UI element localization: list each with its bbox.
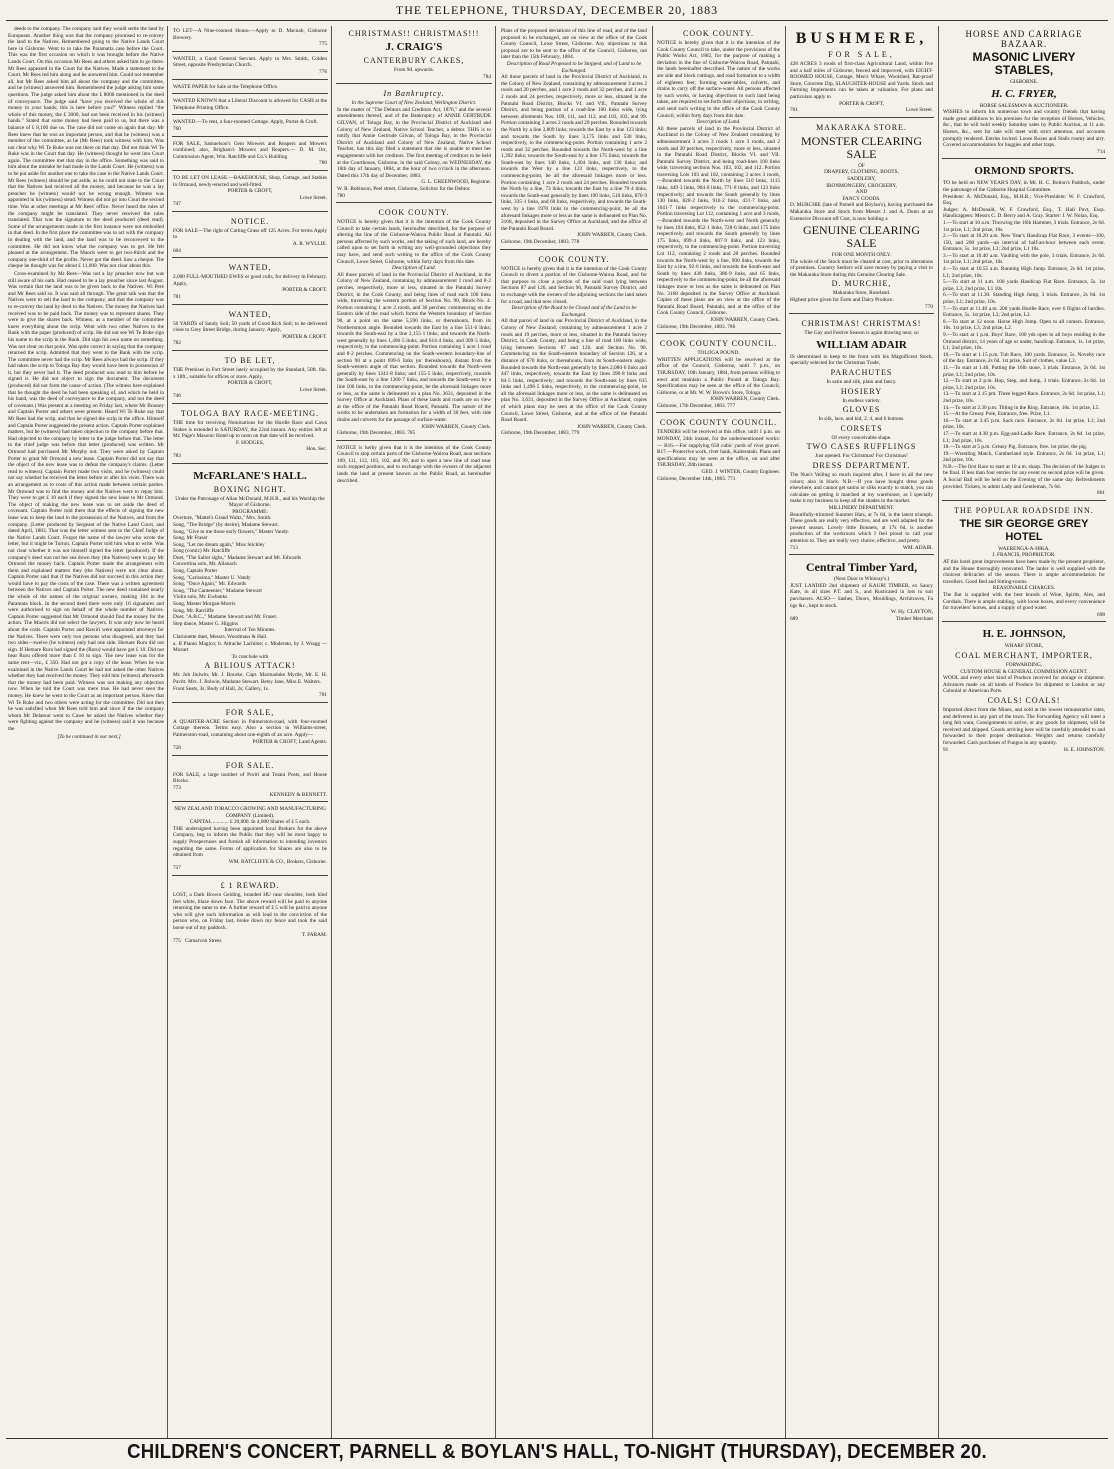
ad-subheading: COAL MERCHANT, IMPORTER, [955, 650, 1093, 660]
ad-text: Judges: A. McDonald, W. F. Crawford, Esq., T. Hall Pavt, Esqs. Handicappers: Messrs C. D. Berry and A. Gray. Starter: J. W. Nolan, Esq. [943, 206, 1105, 220]
list-item: 19.—Wrestling Match, Cumberland style. Entrance, 2s 6d. 1st prize, L1; 2nd prize, 10s. [943, 450, 1105, 464]
list-item: Step dance, Master G. Higgins [173, 620, 239, 627]
ad-bushmere [789, 26, 934, 118]
ad-text: WASTE PAPER for Sale at the Telephone Office. [173, 83, 279, 90]
column-rule [785, 26, 786, 1438]
ad-text: TENDERS will be received at this office, until 1 p.m. on MONDAY, 24th instant, for the undermentioned works:— B16.—For supplying 650 cubic yards of river gravel. B17.—Protective work, river bank, Kaiteratahi. Plans and specifications may be seen at the office, on and after THURSDAY, 20th instant. [657, 429, 780, 469]
ad-text: Imported direct from the Mines, and sold at the lowest remunerative rates, and delivered in any part of the town. The Forwarding Agency will meet a long felt want, Consignments to arrive, or any goods for shipment, will be received and shipped. Goods arriving here will be carefully attended to and forwarded to their proper destination. Weights and returns carefully forwarded. Cash purchases of Fungus in any quantity. [943, 706, 1105, 746]
ad-subheading: FOR SALE, [828, 50, 895, 59]
ad-number: 771 [727, 475, 736, 482]
ad-text: WOOL and every other kind of Produce received for storage or shipment. Advances made on all kinds of Produce for shipment to London or any Colonial or American Ports. [943, 675, 1105, 695]
ad-text: TO LET—A Nine-roomed House.—Apply to D. Macnab, Gisborne Brewery. [173, 28, 327, 41]
ad-heading: TOLOGA BAY RACE-MEETING. [180, 408, 320, 418]
ad-text: NOTICE is hereby given that it is the intention of the Cook County Council to divert a portion of the Gisborne-Wairoa Road, and for that purpose to close a portion of the said road lying between Sections 87 and 126, and Section 90, Patutahi Survey District, and to exchange with the owners of the adjoining sections the land taken for a road, and that now closed. [501, 265, 647, 305]
ad-signature: D. MURCHIE, [831, 279, 892, 289]
ad-name: WILLIAM ADAIR [816, 338, 907, 351]
ad-text: A QUARTER-ACRE Section in Palmerston-road, with four-roomed Cottage thereon. Terms easy. Also a section in Williams-street, Palmerston-road, containing about one-eighth of an acre. Apply— [173, 718, 327, 738]
ad-signature: JOHN WARREN, County Clerk. [710, 316, 780, 323]
list-item: 15.—At the Greasy Pole, Entrance, free. Prize, L1. [943, 411, 1051, 418]
ad-to-be-let [172, 353, 328, 404]
ad-heading: ORMOND SPORTS. [974, 165, 1074, 178]
ad-bankruptcy [336, 86, 492, 203]
ad-text: NOTICE is hereby given that it is the intention of the Cook County Council to take, under the provisions of the Public Works Act, 1882, for the purpose of making a deviation in the line of Gisborne-Wairoa Road, Patutahi, the lands hereinafter described. The nature of the works are side and block cuttings, and road formation to a width of eighteen feet; forming water-tables, culverts, and drains to carry off the surface-water. All persons affected by such works, or having objections to such land being taken, are required to set forth their objections, in writing, and send such writing to the office of the Cook County Council, within forty days from this date. [657, 40, 780, 119]
ad-number: 737 [173, 865, 181, 872]
ad-date: Gisborne, 19th December, 1883. [501, 430, 570, 437]
ad-town: WAERENGA-A-HIKA. [998, 545, 1050, 552]
ad-subheading: Description of Road Proposed to be Stopped, and of Land to be Exchanged. [506, 60, 642, 74]
seat-prices: Front Seats, 3s; Body of Hall, 2s; Gallery, 1s. [173, 685, 270, 692]
ad-text: NOTICE is herby given that it is the intention of the Cook County Council to stop certain parts of the Gisborne-Wairoa Road, near sections 109, 111, 112, 103, 102, and 99, and to open a new line of road near such stopped portions, and to exchange with the owners of the adjacent lands the land at present known as the Public Road, as hereinafter described. [337, 444, 491, 484]
continued-note: [To be continued in our next.] [57, 733, 121, 740]
events-list [943, 220, 1105, 464]
ad-name: THE SIR GEORGE GREY HOTEL [959, 517, 1089, 543]
ad-number: 689 [790, 615, 798, 622]
ad-town: GISBORNE. [1010, 79, 1038, 85]
ad-signature: PORTER & CROFT, Land Agents. [252, 738, 327, 745]
ad-number: 728 [173, 745, 181, 752]
ad-text: Plans of the proposed deviations of this line of road, and of the land proposed to be exchanged, are on view at the office of the Cook County Council, Lowe Street, Gisborne. Any objections to this proposal are to be sent to the office of the Council, Gisborne, not later than the 15th February, 1884. [501, 28, 647, 61]
ad-heading: CHRISTMAS! CHRISTMAS! [801, 319, 922, 329]
ad-text: Just opened. For Christmas! For Christmas! [815, 453, 908, 460]
ad-number: 773 [173, 784, 181, 791]
ad-item-heading: HOSIERY [840, 386, 883, 396]
ad-signature: JOHN WARREN, County Clerk. [421, 423, 491, 430]
ad-horse-bazaar [942, 26, 1106, 159]
ad-mcfarlanes-hall [172, 466, 328, 703]
ad-text: D. MURCHIE (late of Parnell and Boylan's), having purchased the Makaraka Store and Stock from Messrs J. and A. Dunn at an Extensive Discount off Cost, is now holding a [790, 202, 933, 222]
ad-capital: CAPITAL ............ £ 20,000. In 4,000 Shares of £ 5 each. [189, 819, 311, 826]
ad-subheading: Description of the Road to be Closed and of the Land to be Exchanged. [511, 305, 637, 318]
ad-makaraka-store [789, 120, 934, 315]
list-item: 8.—To start at 12 noon. Horse High Jump. Open to all comers. Entrance, 10s. 1st prize, L3; 2nd prize, L2. [943, 318, 1105, 332]
ad-item-heading: PARACHUTES [830, 368, 893, 378]
ad-heading: FOR SALE. [225, 760, 275, 770]
ad-text: N.B.—The first Race to start at 10 a.m. sharp. The decision of the Judges to be final. If less than four entries for any event no second prize will be given. [943, 463, 1105, 477]
ad-ormond-sports [942, 161, 1106, 501]
list-item: Song, "The Canteenier," Madame Stewart [173, 587, 262, 594]
ad-text: President: A. McDonald, Esq., M.H.R.; Vice-President: W. F. Crawford, Esq. [943, 193, 1105, 207]
ad-heading: COOK COUNTY. [683, 29, 754, 38]
ad-text: In silk, lace, and kid, 2, 4, and 6 buttons. [818, 416, 905, 423]
ad-text: Beautifully-trimmed Summer Hats, at 7s 6d, is the latest triumph. These goods are really very effective, and are well adapted for the present season. Lovely little Bonnets, at 17s 6d, is another production of the workroom which I feel proud to call your attention to. They are really very choice, effective, and pretty. [790, 511, 933, 544]
ad-item-heading: GLOVES [842, 405, 881, 415]
ad-number: 780 [319, 160, 327, 167]
cast-list: Mr. Job Jinlwin, Mr. J. Bourke. Capt. Marmaduke Myrtle, Mr. E. H. Pavitt. Mrs. J. Jinlwin, Madame Stewart. Betsy Jane, Miss E. Walters. [173, 672, 327, 685]
ad-craig-cakes [336, 26, 492, 84]
ad-text: All these parcels of land in the Provincial District of Auckland in the Colony of New Zealand containing by admeasurement 3 acres 3 roods 1 acre 3 roods, and 2 roods and 20 perches, respectively, more or less, situated in the Patutahi Road District, Blocks VI. and VII. Patutahi Survey District, and being road-lines 100 links wide, traversing sections Nos. 103, 102, and 112. Portion traversing Lots 103 and 102, containing 3 acres 3 roods,—Bounded towards the North by lines 510 links, 1115 links, 449·3 links, 904·8 links, 771·8 links, and 123 links respectively; and towards the South generally by lines 130 links, 828·2 links, 916·2 links, 431·7 links, and 1641·7 links respectively to the commencing-point. Portion traversing Lot 112, containing 1 acre and 3 roods,—Bounded towards the North-west and North generally by lines 104 links, 852·1 links, 728·6 links, and 175 links respectively, and towards the South generally by lines 175 links, 699·4 links, 807·9 links, and 123 links, respectively, to the commencing-point. Portion traversing Lot 112, containing 2 roods and 20 perches. Bounded towards the North-west by a line, 900 links, towards the East by a line, 92·6 links, and towards the South-east and South by lines 438 links, 386·9 links, and 65 links, respectively to the commencing-point, be all the aforesaid linkages more or less as the same is delineated on Plan No. 3168 deposited in the Survey Office at Auckland. Copies of these plans are on view at the office of the Patutahi Road Board, Patutahi, and at the office of the Cook County Council, Gisborne. [657, 125, 780, 317]
list-item: AND [855, 189, 868, 196]
ad-heading: COOK COUNTY COUNCIL. [659, 418, 778, 428]
ad-text: FOR SALE, Samuelson's Gem Mowers and Reapers and Mowers combined; also, Brigham's Mowers and Reapers.— D. M. Orr, Commission Agent, Wm. Ratcliffe and Co.'s Building. [173, 140, 327, 160]
column-rule [331, 26, 332, 1438]
ad-heading: In Bankruptcy. [383, 89, 445, 99]
ad-signature: PORTER & CROFT. [282, 287, 327, 294]
ad-item-heading: TWO CASES RUFFLINGS [806, 442, 917, 452]
ad-text: The Nun's Veiling so much inquired after, I have in all the new colors; also in black. N.B.—If you have bought dress goods elsewhere, and cannot get satins or silks exactly to match, you can calculate on getting it matched at my warehouse, as I specially make it my business to keep all the shades in the market. [790, 472, 933, 505]
ad-signature: G. L. GREENWOOD, Registrar. [421, 179, 491, 186]
list-item: Song, "Carissima," Master U. Vandy [173, 574, 251, 581]
ad-heading: NEW ZEALAND TOBACCO GROWING AND MANUFACTURING COMPANY (Limited). [174, 806, 326, 819]
ad-bakehouse [172, 173, 328, 212]
ad-name: J. CRAIG'S [385, 41, 443, 53]
ad-tenders [656, 415, 781, 485]
ad-address: Timber Merchant [895, 615, 933, 622]
ad-quarter-acre [172, 705, 328, 756]
ad-number: 783 [173, 452, 181, 459]
column-rule [938, 26, 939, 1438]
column-court-report [8, 26, 164, 1438]
ad-heading: Central Timber Yard, [805, 560, 918, 575]
ad-signature: H. E. JOHNSTON. [1064, 746, 1105, 753]
ad-subheading: Description of Land. [392, 265, 436, 272]
ad-subheading: WHARF STORE, [1004, 643, 1044, 650]
ad-subheading: BOXING NIGHT. [213, 484, 287, 494]
programme-list [173, 515, 327, 627]
ad-text: WANTED, a Good General Servant. Apply to Mrs. Smith, Colden Street, opposite Presbyterian Church. [173, 55, 327, 69]
ad-address: Lowe Street. [905, 107, 933, 114]
ad-number: 782 [173, 340, 181, 347]
ad-signature: PORTER & CROFT, [227, 380, 273, 387]
ad-text: 2,000 FULL-MOUTHED EWES or good culls, for delivery in February. Apply, [173, 274, 327, 287]
list-item: 14.—To start at 2.30 p.m. Tilting in the Ring. Entrance, 10s. 1st prize, L5. [943, 404, 1100, 411]
ad-subheading: Description of Land. [696, 119, 741, 126]
ad-tologa-pound [656, 336, 781, 413]
ad-text: All those parcels of land in the Provincial District of Auckland, in the Colony of New Zealand, containing by admeasurement 1 rood and 8·2 perches, respectively, more or less, situated in the Patutahi Survey District, in the Cook County, and being lines of road each 100 links wide, traversing the western portion of Section No. 90, Block No. 4. Portion containing 1 acre 2 roods, and 36 perches: commencing on the Eastern side of the road which forms the Western boundary of Section 90, at a point on the same 5,590 links, or thereabouts, from its Northernmost angle. Bounded towards the East by a line 551·6 links; towards the South-east by a line 2,155·1 links; and towards the North-west generally by lines 1,496·5 links, and 614·4 links, and 309·5 links, respectively, to the commencing-point. Portion containing 1 acre 1 rood and 8·2 perches. Commencing on the South-western boundary-line of section 90 at a point 699·6 links (or thereabouts), distant from the South-western angle of that section. Bounded towards the North-west generally by lines 1241·8 links; and 155·5 links, respectively, towards the South-east by a line 1360·7 links, and towards the South-west by a line 100 links, to the commencing-point, be the aforesaid linkages more or less, as the same is delineated on a plan No. 3631, deposited in the Survey Office at Auckland. Plans of these lands and roads are on view at the office of the Patutahi Road Board, Patutahi. The nature of the works to be undertaken are formation for a width of 30 feet, with side drains and culverts for the passage of surface-water. [337, 271, 491, 423]
list-item: Duet, "A.B.C.," Madame Stewart and Mr. Fraser. [173, 614, 278, 621]
goods-list [790, 169, 933, 202]
list-item: Duet, "The Sailor sighs," Madame Stewart and Mr. Edwards [173, 554, 302, 561]
column-sports-hotels [942, 26, 1106, 1438]
ad-text: In satin and silk, plain and fancy. [826, 379, 897, 386]
column-rule [167, 26, 168, 1438]
list-item: 18.—To start at 5 p.m. Greasy Pig. Entrance, free. 1st prize, the pig. [943, 444, 1088, 451]
ad-text: WANTED KNOWN that a Liberal Discount is allowed for CASH at the Telephone Printing Office. [173, 98, 327, 111]
ad-number: 785 [407, 430, 416, 437]
ad-number: 781 [173, 294, 181, 301]
ad-wanted-ewes [172, 260, 328, 304]
ad-date: Gisborne, 19th December, 1883. [501, 239, 570, 245]
footer-banner: CHILDREN'S CONCERT, PARNELL & BOYLAN'S HALL, TO-NIGHT (THURSDAY), DECEMBER 20. [127, 1441, 987, 1463]
ad-court: In the Supreme Court of New Zealand, Wellington District. [351, 100, 477, 107]
column-notices-a [336, 26, 492, 1438]
ad-number: 747 [173, 201, 181, 208]
column-notices-c [656, 26, 781, 1438]
list-item: 7.—To start at 11.40 a.m. 200 yards Hurdle Race, over 6 flights of hurdles. Entrance, 5s. 1st prize, L3; 2nd prize, L2. [943, 305, 1105, 319]
ad-date: Gisborne, 17th December, 1883. [657, 402, 726, 409]
report-text: deeds to the company. The company said they would settle the land by Europeans. Another thing was that the company promised to re-convey the land to the Natives. Remembered going to the Native Lands Court here in Gisborne. Went to to take the Paramatta case before the Court. This was the first occasion on which it was brought before the Native Lands Court. On this occasion Mr Rees and others asked him to go there. Mr Rees appeared in the Court for the Natives. Made a statement to the Court. Mr Rees led him along and he answered him. Could not remember all, but Mr Rees asked him all about the company and the committee, and he (witness) answered him. Remembered the judge asking him some questions. The judge asked him about the £ 8000 mentioned in the deed of conveyance. The judge said "have you received the whole of this money in your hands; this is here before you?" Witness replied "the whole of this money, the £ 3000, had not been received in his (witness) hands." Stated that some money had been paid to us, but there was a balance of £ 8,100 due us. The case did not come on again that day. Mr Rees knew that he was an important person, and that he (witness) was a member of the committee, as he (Mr Rees) took witness with him. Was not clear why Wi Te Ruke was not there on that day. Did not think Wi Te Ruke was in the Court that day. He (witness) thought he went into Court again. The committee met that day in the office. Something was said to him about the mistake he had made in the Lands Court. He (witness) was to be put aside for another one to take the case in the Native Lands Court. Mr Rees (witness) should be put aside, as he could not state to the Court that the Natives had received all the money, and because he was a lay preacher he (witness) would not be wrong enough. Witness was appointed in his (witness) stead. Witness did not go into Court the second time. Was at other meetings at Mr Rees' office. Never heard the rules of the company might be translated. They never received the rules translated. That was the signature to the deed produced (deed read). Some of the arrangements made in the first instance were not embodied in that deed. In the first place the committee was to act with the company in dealing with the land, and the land was to be reconveyed to the committee. He did not know what the company was to get. He felt pleased at the arrangement. The Maoris were to get two-thirds and the company one-third of the profits. Never got the deed. Saw a cheque. The cheque he thought was for about £ 11,000. Was not clear about this. [8, 26, 164, 270]
ad-text: Under the Patronage of Allan McDonald, M.H.R., and his Worship the Mayor of Gisborne. [175, 495, 325, 509]
ad-road-closure [500, 252, 648, 440]
list-item: Song, "Give to me those early flowers," Master Vandy. [173, 528, 290, 535]
ad-subheading: TOLOGA POUND. [697, 350, 740, 357]
ad-signature: GEO. J. WINTER, County Engineer. [701, 469, 780, 476]
ad-number: 713 [790, 544, 798, 551]
ad-text: FOR SALE, a large number of Poriri and Totara Posts, and House Blocks. [173, 771, 327, 785]
list-item: 16.—To start at 3.45 p.m. Sack race. Entrance, 2s 6d. 1st prize, L1; 2nd prize, 10s. [943, 417, 1105, 431]
ad-number: 786 [727, 323, 736, 330]
list-item: FANCY GOODS. [842, 195, 881, 202]
ad-date: Gisborne, December 14th, 1883. [657, 475, 727, 482]
ad-address: Lowe Street. [299, 194, 327, 201]
programme-list-2 [173, 634, 327, 654]
ad-text: JUST LANDED 2nd shipment of KAURI TIMBER, ex Saucy Kate, in all sizes P.T. and S., and Rusticated in lots to suit purchasers. ALSO— Sashes, Doors, Mouldings, Architraves, Fa ngs &c., kept in stock. [790, 582, 933, 609]
column-rule [495, 26, 496, 1438]
ad-number: 775 [319, 41, 327, 48]
ad-price: From 9d. upwards. [393, 67, 435, 73]
ad-text: Of every conceivable shape. [831, 434, 892, 441]
list-item: 2.—To start at 10.20 a.m. New Year's Handicap Flat Race, 3 events—100, 150, and 200 yards—an interval of half-an-hour between each event. Entrance, 5s. 1st prize, L3; 2nd prize, L1 10s. [943, 233, 1105, 253]
list-item: 1.—To start at 10 a.m. Throwing the 16lb Hammer, 3 trials. Entrance, 2s 6d. 1st prize, L1; 2nd prize, 10s. [943, 219, 1105, 233]
footer-rule [6, 1438, 1108, 1439]
ad-date: Gisborne, 19th December, 1883. [337, 430, 406, 437]
report-text-cross: Cross-examined by Mr Rees—Was not a lay preacher now but was still aware of his oath. Had ceased to be a lay preacher since last August. Was certain that the land was to be given back to the Natives. Wi Pere and Mr Rees said so. It was said all through. The great talk was that the Natives were to sell the land to the company, and that the company was to re-convey the land by deed to the Natives. The money the Natives had received was to be paid back. The money was to represent shares. They were to give the shares back. Witness, as a member of the committee knew everything about the scrip. Went with two other Natives to the Bank with the paper (produced) of scrip. He did not see Wi Te Ruke sign his name to the scrip in the Bank. Did sign his own name on something. Was not clear on that point. Was quite correct in saying that the company returned the scrip. Admitted that they went to the Bank with the scrip. The committee never had the scrip. Mr Rees always had the scrip. If they had taken the scrip to Tologa Bay they would have been in possession of it, but they never had it. The deed produced was read to him before he signed it. He did not object to sign the document. The document (produced) did not form the cause of action. (The witness here explained that he thought the deed he had been speaking of, and which he held in his hand, was the deed of conveyance to the company, and not the deed of covenant.) Was present at a meeting on Friday last, where Mr Brassey and Captain Porter and others were present. Heard Wi Te Ruke say that Mr Rees had the scrip, and that he signed the scrip in the office. Himself and Captain Porter suggested the present action. Captain Porter explained matters, but he (witness) had taken objection to the company before that. Had objected to the company by letter to the judge before that. The letter to the chief judge was before that letter (produced) was written. Mr Ormond had purchased Mr Murphy out. They were asked by Captain Porter to grant Mr Ormond a new lease. Captain Porter did not say that the object of the new lease was to defeat the company's claims. (Letter read to witness). Captain Porter made two visits, and he (witness) could not say whether he received the letter before or after his visits. There was an arrangement as to costs of this action made between certain parties. Mr Ormond was to find the money and the Natives were to repay him. They were to get £ 10 each if they signed the new lease to Mr Ormond. The object of making the new lease was to set aside the deed of covenant. Captain Porter told them that the effects of signing the new lease was to keep the land in the possession of the Natives, and from the company. (Letter produced by Sergeant of the Native Land Court, and dated April, 1883. That was the letter witness sent to the Chief Judge of the Native Lands Court. Forgot the name of the lawyer who wrote the letter, but it might be Turton. Captain Porter told him what to write. Was not clear whether it was not himself signed the letter (produced). If the company's deed was not her sea down they (the Natives) were to pay Mr Ormond the money back. Captain Porter made the arrangement with them and explained matters they (the Natives) were not clear about. Captain Porter said that if the Natives did not succeed in this action they would have to pay the costs of the case. There was a written agreement between the Natives and Captain Porter. The new deed contained nearly the whole of the names of the original owners, making 104 in the Paramata block. In the second deed there were only 16 signatures and were authorised to sign on behalf of the whole number of Natives. Captain Porter suggested that Mr Ormond should find the money for the action. The Maoris did not select the lawyers. It was only now he heard about the costs. Captain Porter and Rawiri were appointed attorneys for the Natives. There were only two persons who disagreed, and they had two sides—twelve (he witness) only had one side. Hemare Ruru did not sign. If Hemare Ruru had signed the (Ruru) would have got £ 10. Did not hear Ruru offered more than £ 10 to sign. The new lease was for the same rent—viz., £ 350. Had not got a copy of the lease. When he was examined in the Native Lands Court he had not asked the other Natives whether they had received the money. They told him (witness) afterwards that the money had been paid. Witness was not making any objection now. When he told the Court was mere true. He had never seen the money. He knew he went to the Court as an important person. Knew that Wi Te Ruke and two others were acting for the committee. Did not then he was satisfied when Mr Rees told him and since if the the company whom Mr Delatour went to Cawe he asked the Natives whether they were fighting against the company and he (witness) said it was because the [8, 270, 164, 732]
ad-product: CANTERBURY CAKES, [363, 56, 465, 65]
ad-text: To conclude with [231, 653, 269, 660]
ad-signature: PORTER & CROFT. [282, 333, 327, 340]
ad-banner: GENUINE CLEARING SALE [803, 223, 920, 251]
ad-signature: A. R. WYLLIE. [292, 241, 327, 248]
ad-banner: MONSTER CLEARING SALE [800, 133, 922, 161]
ad-number: 777 [727, 402, 736, 409]
ad-text: 50 YARDS of Sandy Soil; 50 yards of Good Rich Soil; to be delivered close to Grey Street Bridge, during January. Apply, [173, 320, 327, 334]
ad-text: OF [858, 162, 865, 169]
ad-signature: WM. RATCLIFFE & CO., Brokers, Gisborne. [228, 858, 327, 865]
ad-text: THE time for receiving Nominations for the Hurdle Race and Cawa Stakes is extended to SATURDAY, the 22nd instant. Any entries left at Mr. Page's Masonic Hotel up to noon on that date will be received. [173, 419, 327, 440]
ad-address: Lowe Street. [299, 386, 327, 393]
ad-text: All that parcel of land in our Provincial District of Auckland, in the Colony of New Zealand, containing by admeasurement 1 acre 2 roods and 19 perches, more or less, situated in the Patutahi Survey District, in Cook County, and being a line of road 100 links wide, lying between Sections 87 and 126, and Section No. 90. Commencing on the South-eastern boundary of Section 126, at a distance of 670 links, or thereabouts, from its South-eastern angle. Bounded towards the North-east generally by lines 2,080·6 links and 447 links, respectively, towards the East by lines 390·8 links and 84·5 links, respectively; and towards the South-east by lines 615 links and 1,496·5 links, respectively, to the commencing-point, be all the aforesaid linkages more or less, as the same is delineated on plan No. 3,631, deposited in the Survey Office at Auckland, copies of which plans may be seen at the office of the Cook County Council, Lowe Street, Gisborne, and at the office of the Patutahi Road Board. [501, 318, 647, 424]
ad-name: H. E. JOHNSON, [982, 628, 1066, 641]
ad-wanted-soil [172, 307, 328, 351]
column-rule [652, 26, 653, 1438]
ad-cook-county-2 [336, 443, 492, 488]
ad-mowers [172, 139, 328, 171]
ad-number: 714 [1097, 148, 1105, 155]
list-item: 12.—To start at 2 p.m. Hop, Step, and Jump, 3 trials. Entrance, 2s 6d. 1st prize, L1; 2nd prize, 10s. [943, 378, 1105, 391]
ad-notice-grass [172, 214, 328, 258]
ad-tologa-race [172, 406, 328, 464]
ad-text: In the matter of "The Debtors and Creditors Act, 1876," and the several amendments thereof, and of the Bankruptcy of ANNIE GERTRUDE GILVAN, of Tologa Bay, in the Provincial District of Auckland and Colony of New Zealand, Native School Teacher, a debtor. THIS is to notify that Annie Gertrude Gilvan, of Tologa Bay, in the Provincial District of Auckland and Colony of New Zealand, Native School Teacher, has this day filed a statement that she is unable to meet her engagements with her creditors. The first meeting of creditors to be held at the Courthouse, Gisborne, in the said Colony, on WEDNESDAY, the 16th day of January, 1884, at the hour of two o'clock in the afternoon. Dated this 17th day of December, 1883. [337, 106, 491, 179]
ad-heading: HORSE AND CARRIAGE BAZAAR. [965, 29, 1083, 49]
masthead: THE TELEPHONE, THURSDAY, DECEMBER 20, 1883 [395, 3, 719, 17]
ad-heading: WANTED, [228, 309, 272, 319]
ad-text: LOST, a Dark Brown Gelding, branded HU near shoulder, both hind feet white, blaze down face. The above reward will be paid to anyone returning the same to me. A further reward of £ 5 will be paid to anyone who will give such information as will lead to the conviction of the person who, on Friday last, broke down my fence and took the said horse out of my paddock. [173, 892, 327, 931]
ad-text: THE Premises in Fort Street lately occupied by the Standard, 50ft. 6in. x 18ft., suitable for offices or store. Apply, [173, 367, 327, 380]
ad-heading: FOR SALE, [225, 707, 275, 717]
ad-cook-county-lands [656, 26, 781, 334]
farce-title: A BILIOUS ATTACK! [204, 661, 296, 671]
ad-number: 801 [1097, 490, 1105, 497]
ad-tobacco-company [172, 804, 328, 876]
ad-heading: CHRISTMAS!! CHRISTMAS!!! [348, 29, 480, 38]
ad-subheading: FORWARDING, [1005, 661, 1043, 668]
ad-subheading: (Next Door to Whinray's.) [833, 576, 890, 583]
list-item: Violin solo, Mr. Ewbanks [173, 594, 228, 601]
ad-signature: JOHN WARREN, County Clerk. [710, 396, 780, 403]
column-notices-b [500, 26, 648, 1438]
ad-date: Gisborne, 19th December, 1883. [657, 323, 726, 330]
list-item: Song, Captain Porter [173, 568, 218, 575]
ad-number: 746 [173, 393, 181, 400]
ad-text: 428 ACRES 3 roods of first-class Agricultural Land, within five and a half miles of Gisborne, fenced and improved, with EIGHT-ROOMED HOUSE, Cottage, Men's Whare, Woolshed, Rat-proof Store, Concrete Dip, SLAUGHTER-HOUSE and Yards. Stock and Farming Implements can be taken at valuation. For plans and particulars apply to [790, 61, 933, 100]
ad-heading: COOK COUNTY. [538, 254, 610, 264]
ad-proprietor: J. FRANCIS, PROPRIETOR. [992, 552, 1056, 559]
ad-number: 698 [1097, 611, 1105, 618]
ad-discount [172, 96, 328, 115]
ad-text: THE undersigned having been appointed local Brokers for the above Company, beg to inform the Public that they will be most happy to supply Prospectuses and furnish all information to intending investors regarding the same. Forms of application for Shares are also to be obtained from [173, 825, 327, 859]
ad-subheading: CUSTOM HOUSE & GENERAL COMMISSION AGENT. [960, 668, 1088, 675]
ad-posts [172, 758, 328, 802]
ad-number: 775 [173, 938, 181, 945]
ad-signature: PORTER & CROFT, [839, 100, 884, 107]
ad-number: 604 [173, 247, 181, 254]
ad-number: 770 [925, 303, 933, 310]
list-item: 4.—To start at 10.55 a.m. Running High Jump. Entrance, 2s 6d. 1st prize, L1; 2nd prize, 10s. [943, 266, 1105, 279]
list-item: Song, Mr Fraser [173, 535, 208, 542]
ad-signature: JOHN WARREN, County Clerk. [577, 232, 647, 239]
ad-waste-paper [172, 82, 328, 95]
ad-subheading: FOR ONE MONTH ONLY. [831, 252, 892, 259]
ad-proprietor: H. C. FRYER, [991, 87, 1057, 100]
ad-signature: T. FARAM. [301, 931, 327, 938]
list-item: Song, "Once Again," Mr. Edwards [173, 581, 247, 588]
ad-text: A Social Ball will be held on the Evening of the same day. Refreshments provided. Tickets, to admit Lady and Gentleman, 7s 6d. [943, 477, 1105, 490]
ad-to-let-house [172, 26, 328, 52]
list-item: 3.—To start at 10.40 a.m. Vaulting with the pole, 3 trials. Entrance, 2s 6d. 1st prize, L1; 2nd prize, 10s. [943, 252, 1105, 266]
ad-heading: TO BE LET, [224, 356, 276, 365]
list-item: Song (comic) Mr. Ratcliffe [173, 548, 231, 555]
list-item: DRAPERY, CLOTHING, BOOTS, [824, 169, 899, 176]
ad-text: The Bar is supplied with the best brands of Wine, Spirits, Ales, and Cordials. There is ample stabling, with loose boxes, and every convenience for travellers' horses, and a supply of good water. [943, 592, 1105, 612]
ad-item-heading: DRESS DEPARTMENT. [812, 461, 911, 470]
programme-label: PROGRAMME: [232, 508, 268, 515]
list-item: a. II Planto Magico; b. Attrache Lachime; c. Moderato, by J. Wragg — Mozart [173, 640, 327, 654]
ad-text: FOR SALE—The right of Cutting Grass off 125 Acres. For terms Apply to [173, 227, 327, 241]
ad-heading: THE POPULAR ROADSIDE INN. [954, 505, 1094, 515]
list-item: 9.—To start at 1 p.m. Boys' Race, 100 yds open to all boys residing in the Ormond district, 14 years of age or under, handicap. Entrance, 1s. 1st prize, L1; 2nd prize, 10s. [943, 332, 1105, 352]
ad-heading: MAKARAKA STORE. [816, 122, 907, 132]
ad-heading: £ 1 REWARD. [220, 881, 280, 891]
list-item: Song, Master Morgan-Morris [173, 601, 236, 608]
ad-text: IS determined to keep to the front with his Magnificent Stock, specially selected for the Christmas Trade, [790, 353, 933, 367]
ad-signature: JOHN WARREN, County Clerk. [577, 423, 647, 430]
list-item: 11.—To start at 1.40. Putting the 16lb stone, 3 trials. Entrance, 2s 6d. 1st prize, L1; 2nd prize, 10s. [943, 364, 1105, 378]
ad-name: MASONIC LIVERY STABLES, [972, 50, 1076, 77]
column-classifieds [172, 26, 328, 1438]
list-item: Song, "Let me dream again," Miss Stickley [173, 541, 265, 548]
ad-heading: BUSHMERE, [795, 30, 928, 47]
ad-text: TO be held on NEW YEAR'S DAY, in Mr. H. C. Bolton's Paddock, under the patronage of the Gisborne Hospital Committee. [943, 180, 1105, 193]
ad-text: In endless variety. [842, 397, 881, 404]
ad-text: The Gay and Festive Season is again drawing near, so [804, 330, 919, 337]
ad-heading: McFARLANE'S HALL. [193, 469, 307, 482]
ad-item-heading: MILLINERY DEPARTMENT. [828, 504, 895, 511]
list-item: 5.—To start at 11 a.m. 100 yards Handicap Flat Race. Entrance, 5s. 1st prize, L3; 2nd prize, L1 10s. [943, 279, 1105, 292]
ad-text: WISHES to inform his numerous town and country friends that having made great additions to his premises for the reception of Horses, Vehicles, &c., that he will hold weekly Saturday sales by Public Auction, at 11 a.m. Horses, &c., sent for sale will meet with strict attention, and accounts promptly rendered. Entries invited. Loose Boxes and Stalls roomy and airy. Covered accommodation for buggies and other traps. [943, 109, 1105, 149]
ad-subheading: HORSE SALESMAN & AUCTIONEER. [979, 102, 1069, 109]
ad-text: Highest price given for Farm and Dairy Produce. [790, 297, 894, 304]
ad-text: WANTED.—To rent, a four-roomed Cottage. Apply, Porter & Croft. [173, 119, 318, 126]
ad-number: 780 [337, 192, 345, 199]
ad-text: AT this hotel great improvements have been made by the present proprietor, and the House thoroughly renovated. The larder is well supplied with the choicest delicacies of the season. There is ample accommodation for travellers. Good Bed and Sitting-rooms. [943, 559, 1105, 585]
ad-number: 761 [790, 107, 798, 114]
ad-sir-george-grey-hotel [942, 503, 1106, 623]
list-item: 17.—To start at 4.30 p.m. Egg-and-Ladle Race. Entrance, 2s 6d. 1st prize, L1; 2nd prize, 10s. [943, 430, 1105, 444]
ad-heading: COOK COUNTY COUNCIL. [659, 339, 778, 349]
ad-text: TO BE LET ON LEASE.—BAKEHOUSE, Shop, Cottage, and Stables in Ormond, newly-erected and well-fitted. [173, 174, 327, 188]
ad-heading: COALS! COALS! [987, 695, 1061, 705]
ad-servant-wanted [172, 54, 328, 80]
ad-address: Makaraka Store, Roseland. [832, 290, 891, 297]
ad-subheading: REASONABLE CHARGES. [992, 585, 1056, 592]
interval-note: Interval of Ten Minutes. [224, 627, 276, 634]
ad-item-heading: CORSETS [840, 423, 883, 433]
ad-address: Carnarvon Street. [184, 938, 223, 945]
list-item: 13.—To start at 2.15 pm. Three legged Race. Entrance, 2s 6d. 1st prize, L1; 2nd prize, 10s. [943, 391, 1105, 404]
column-merchants [789, 26, 934, 1438]
list-item: Clarionette duet, Messrs. Woodmass & Hall. [173, 634, 268, 640]
ad-number: 778 [571, 239, 580, 245]
ad-heading: WANTED, [228, 263, 272, 273]
ad-reward [172, 878, 328, 948]
ad-signature: F. HODGES, [236, 439, 264, 446]
ad-text: WRITTEN APPLICATIONS will be received at the office of the Council, Gisborne, until 7 p.m., on THURSDAY, 10th January, 1884, from persons willing to erect and maintain a Public Pound at Tologa Bay. Specifications may be seen at the office of the Council, Gisborne, or at Mr. W. W. Brown's Store, Tologa. [657, 356, 780, 396]
ad-number: 781 [319, 692, 327, 699]
list-item: Concertina solo, Mr. Allanach [173, 561, 237, 568]
ad-number: 784 [483, 73, 491, 80]
ad-text: The whole of the Stock must be cleared at cost, prior to alterations of premises. Country Settlers will save money by paying a visit to the Makaraka Store during this Genuine Clearing Sale. [790, 258, 933, 278]
ad-text: All those parcels of land in the Provincial District of Auckland, in the Colony of New Zealand, containing by admeasurement 3 acres 2 roods and 20 perches, and 1 acre 2 roods and 32 perches, and 1 acre 2 roods and 24 perches, respectively, more or less, situated in the Patutahi Road District, Blocks VI. and VII., Patutahi Survey District, and being portion of a road-line 100 links wide, lying between allotments Nos. 109, 111, and 112, and 103, 102, and 99. Portion containing 3 acres 2 roods and 20 perches. Bounded towards the North by a line 3,809 links; towards the East by a line 123 links; and towards the South by lines 3,175 links and 530 links, respectively, to the commencing-point. Portion containing 1 acre 2 roods and 32 perches. Bounded towards the North-west by a line 1,392 links; towards the South-east by a line 175 links; towards the South-east by lines 140 links, 1,404 links, and 130 links; and towards the West by a line 123 links, respectively, to the commencing-point, be all the aforesaid linkages more or less. Portion containing 1 acre 2 roods and 24 perches. Bounded towards the North by a line, 73 links, towards the East by a line 79·4 links, towards the South-east generally by lines 190 links, 510 links, 870·9 links, 335·1 links, and 60 links, respectively, and towards the South-west by a line 1970 links to the commencing-point, be all the aforesaid linkages more or less as the same is delineated on Plan No. 3168, deposited in the Survey Office at Auckland, and the office of the Patutahi Road Board. [501, 74, 647, 232]
ad-text: NOTICE is hereby given that it is the intention of the Cook County Council to take certain lands, hereinafter described, for the purpose of altering the line of the Gisborne-Wairoa Public Road at Patutahi. All persons affected by such works, and the taking of such land, are hereby called upon to set forth in writing any well-grounded objections they may have, and send such writing to the office of the Cook County Council, Lowe Street, Gisborne, within forty days from this date. [337, 219, 491, 265]
list-item: Song, Mr. Ratcliffe [173, 607, 214, 614]
ad-number: 779 [571, 430, 580, 437]
ad-signature: KENNEDY & BENNETT. [269, 791, 327, 798]
ad-signature: W. Hy. CLAYTON, [891, 609, 933, 616]
ad-number: 776 [319, 68, 327, 75]
ad-signature: WM. ADAIR. [902, 544, 933, 551]
list-item: SADDLERY, [847, 175, 876, 182]
list-item: 6.—To start at 11.30. Standing High Jump, 3 trials. Entrance, 2s 6d. 1st prize, L1; 2nd prize, 10s. [943, 292, 1105, 306]
ad-heading: NOTICE. [230, 216, 270, 226]
ad-signature: PORTER & CROFT, [227, 188, 273, 195]
ad-road-deviation [500, 26, 648, 250]
masthead-rule [6, 20, 1108, 21]
ad-title: Hon. Sec. [306, 446, 327, 453]
ad-he-johnson [942, 624, 1106, 756]
ad-cottage-wanted [172, 117, 328, 136]
ad-william-adair [789, 316, 934, 555]
list-item: IRONMONGERY, CROCKERY, [826, 182, 897, 189]
list-item: Song, "The Bridge" (by desire), Madame Stewart. [173, 521, 279, 528]
list-item: 10.—To start at 1.15 p.m. Tub Race, 100 yards. Entrance, 5s. Novelty race of the day. Entrance, 2s 6d. 1st prize, Suit of clothes, value L3. [943, 351, 1105, 365]
ad-central-timber-yard [789, 557, 934, 625]
ad-cook-county-1 [336, 205, 492, 441]
ad-solicitor: W. R. Robinson, Peel street, Gisborne, Solicitor for the Debtor. [337, 185, 471, 192]
ad-number: 760 [173, 125, 181, 132]
list-item: Overture, "Mattei's Grand Waltz," Mrs. Smith. [173, 515, 272, 522]
ad-heading: COOK COUNTY. [378, 208, 450, 218]
ad-number: 91 [943, 746, 949, 753]
